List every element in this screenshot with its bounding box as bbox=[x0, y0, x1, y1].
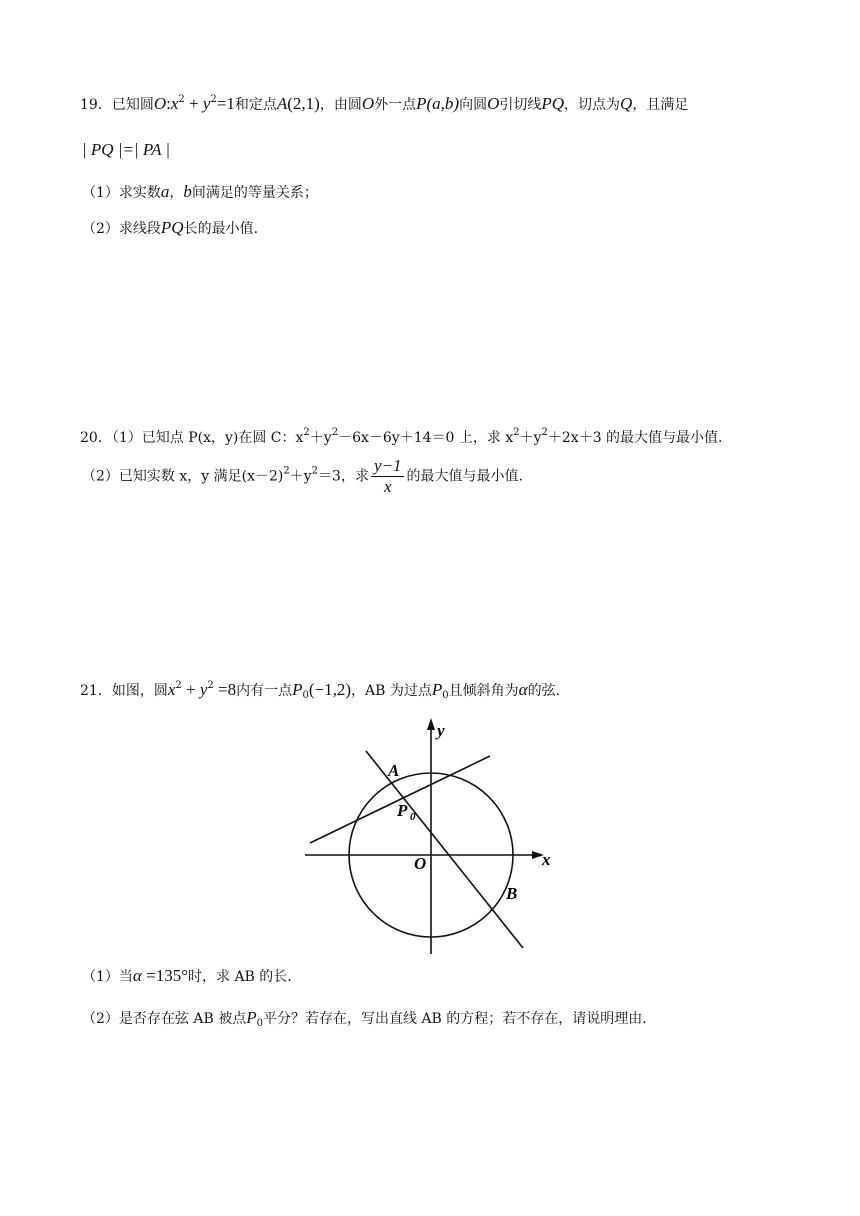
part-number: （1） bbox=[82, 969, 119, 985]
part-text: 求实数 bbox=[118, 185, 161, 201]
part-text: 已知点 P(x，y)在圆 C：x bbox=[141, 430, 304, 446]
part-text: 平分？若存在，写出直线 AB 的方程；若不存在，请说明理由. bbox=[263, 1011, 647, 1027]
part-text: ＋y bbox=[519, 430, 542, 446]
q19-text: 和定点 bbox=[234, 97, 277, 113]
chord-ab-line bbox=[366, 751, 523, 948]
part-number: （2） bbox=[82, 1011, 119, 1027]
point-a-coords: (2,1) bbox=[287, 94, 320, 113]
q19-condition: | PQ |=| PA | bbox=[82, 140, 171, 159]
label-y: y bbox=[437, 721, 445, 740]
math-rhs: =1 bbox=[216, 94, 235, 113]
part-text: ＝3，求 bbox=[318, 468, 369, 485]
q19-text: ，切点为 bbox=[564, 97, 621, 113]
y-axis-arrow bbox=[427, 718, 435, 730]
part-text: 是否存在弦 AB 被点 bbox=[118, 1011, 247, 1027]
part-text: 当 bbox=[118, 969, 133, 985]
label-b: B bbox=[506, 884, 518, 903]
label-a: A bbox=[388, 761, 400, 780]
point-p0: P bbox=[246, 1008, 257, 1027]
math-y: y bbox=[202, 94, 211, 113]
part-text: 时，求 AB 的长. bbox=[188, 969, 292, 985]
q19-part-1 bbox=[82, 182, 318, 203]
point-p0-sub: 0 bbox=[302, 690, 309, 701]
fraction-numerator: y−1 bbox=[371, 456, 405, 477]
point-q: Q bbox=[620, 94, 633, 113]
point-a-label: A bbox=[276, 94, 288, 113]
alpha: α bbox=[132, 966, 142, 985]
q19-number: 19． bbox=[80, 97, 112, 113]
part-text: ＋2x＋3 的最大值与最小值. bbox=[547, 430, 723, 446]
point-p0-sub: 0 bbox=[256, 1018, 263, 1029]
q19-text: ，且满足 bbox=[632, 97, 689, 113]
math-x: x bbox=[167, 680, 176, 699]
part-number: （1） bbox=[111, 430, 142, 446]
q19-text: 外一点 bbox=[374, 97, 417, 113]
q19-text: ，由圆 bbox=[319, 97, 362, 113]
q21-line-1: 21．如图，圆$x^2 + y^2 =8$内有一点$P_0(-1,2)$，AB 为过点$P_0$且倾斜角为α的弦. bbox=[80, 680, 561, 701]
part-text: 已知实数 x，y 满足(x－2) bbox=[118, 468, 284, 485]
part-text: 间满足的等量关系； bbox=[191, 185, 318, 201]
math-y: y bbox=[199, 680, 208, 699]
circle-label: O bbox=[153, 94, 167, 113]
part-number: （2） bbox=[82, 221, 119, 237]
second-line bbox=[310, 756, 490, 843]
point-p0-coords: (−1,2) bbox=[308, 680, 352, 699]
label-p0: P bbox=[397, 801, 408, 820]
var-b: b bbox=[183, 182, 192, 201]
part-number: （1） bbox=[82, 185, 119, 201]
angle-value: =135° bbox=[141, 966, 188, 985]
part-number: （2） bbox=[82, 468, 119, 485]
part-text: 长的最小值. bbox=[183, 221, 259, 237]
math-x: x bbox=[170, 94, 179, 113]
point-p-coords: (a,b) bbox=[426, 94, 460, 113]
q20-part-1: 20．（1）已知点 P(x，y)在圆 C：$x^2+y^2-6x-6y+14=0$ 上，求 $x^2+y^2+2x+3$ 的最大值与最小值. bbox=[80, 427, 723, 446]
math-colon: : bbox=[166, 94, 171, 113]
part-text: 的最大值与最小值. bbox=[406, 468, 523, 485]
q21-number: 21． bbox=[80, 683, 112, 699]
alpha: α bbox=[518, 680, 528, 699]
q21-text: 且倾斜角为 bbox=[448, 683, 519, 699]
q19-text: 向圆 bbox=[459, 97, 488, 113]
circle-chord-figure bbox=[300, 716, 570, 961]
part-text: ， bbox=[169, 185, 184, 201]
part-text: 求线段 bbox=[118, 221, 161, 237]
part-text: －6x－6y＋14＝0 上，求 x bbox=[338, 430, 514, 446]
point-p0: P bbox=[292, 680, 303, 699]
q21-text: 的弦. bbox=[527, 683, 561, 699]
circle-o: O bbox=[361, 94, 375, 113]
segment-pq: PQ bbox=[160, 218, 184, 237]
fraction-denominator: x bbox=[383, 477, 392, 496]
point-p0-sub: 0 bbox=[442, 690, 449, 701]
var-a: a bbox=[160, 182, 170, 201]
label-p0-sub: 0 bbox=[410, 811, 416, 823]
fraction bbox=[371, 456, 405, 497]
label-x: x bbox=[542, 850, 551, 869]
q19-text: 已知圆 bbox=[111, 97, 154, 113]
part-text: ＋y bbox=[289, 468, 312, 485]
q19-part-2 bbox=[82, 218, 258, 239]
q21-text: 如图，圆 bbox=[111, 683, 168, 699]
tangent-pq: PQ bbox=[541, 94, 565, 113]
part-text: ＋y bbox=[309, 430, 332, 446]
label-o: O bbox=[414, 854, 427, 873]
q21-text: 内有一点 bbox=[236, 683, 293, 699]
point-p-label: P bbox=[416, 94, 427, 113]
q19-line-1: 19．已知圆$O:x^2 + y^2=1$和定点A(2,1)，由圆O外一点P(a,b)向圆O引切线PQ，切点为Q，且满足 bbox=[80, 94, 689, 113]
math-rhs: =8 bbox=[213, 680, 237, 699]
point-p0: P bbox=[431, 680, 443, 699]
q21-text: ，AB 为过点 bbox=[351, 683, 432, 699]
q21-part-1 bbox=[82, 966, 292, 987]
math-plus: + bbox=[184, 94, 203, 113]
q21-part-2 bbox=[82, 1008, 647, 1029]
q20-number: 20． bbox=[80, 430, 112, 446]
q20-part-2: （2）已知实数 x，y 满足$(x-2)^2+y^2=3$，求 $\frac{y-1}{x}$ 的最大值与最小值. bbox=[82, 456, 523, 496]
circle-o: O bbox=[487, 94, 500, 113]
q19-text: 引切线 bbox=[499, 97, 542, 113]
math-plus: + bbox=[181, 680, 200, 699]
